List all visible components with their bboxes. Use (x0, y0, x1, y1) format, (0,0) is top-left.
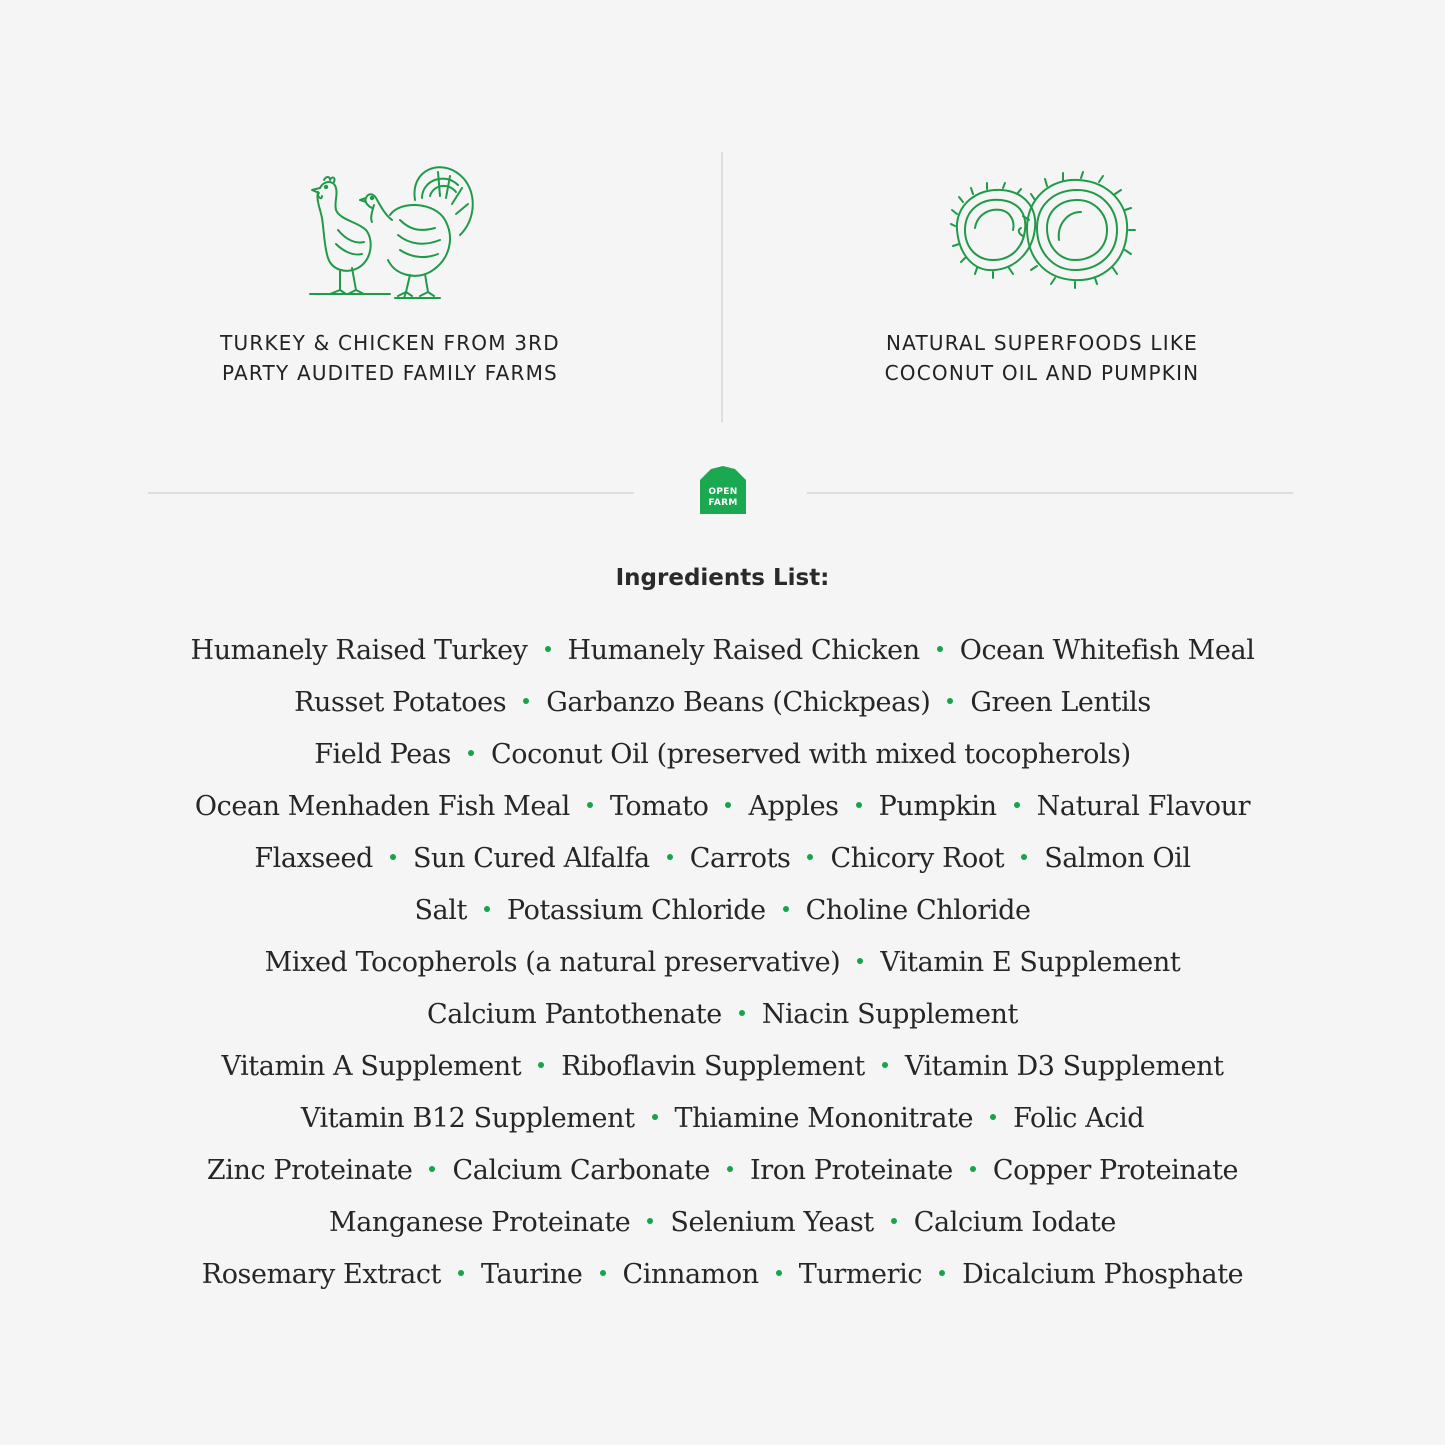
bullet-separator-icon (937, 646, 943, 652)
ingredient-item: Humanely Raised Chicken (567, 635, 920, 666)
feature-caption (885, 328, 1200, 388)
horizontal-divider-left (148, 492, 634, 494)
bullet-separator-icon (458, 1270, 464, 1276)
ingredient-item: Zinc Proteinate (206, 1155, 413, 1186)
bullet-separator-icon (807, 854, 813, 860)
bullet-separator-icon (600, 1270, 606, 1276)
ingredient-line (60, 1197, 1385, 1249)
bullet-separator-icon (429, 1166, 435, 1172)
logo-text-line2: FARM (708, 498, 738, 508)
horizontal-divider-right (807, 492, 1293, 494)
ingredient-item: Russet Potatoes (294, 687, 507, 718)
ingredient-item: Apples (748, 791, 839, 822)
ingredient-item: Field Peas (314, 739, 451, 770)
ingredient-item: Natural Flavour (1036, 791, 1251, 822)
ingredient-item: Vitamin D3 Supplement (904, 1051, 1224, 1082)
ingredient-line (60, 729, 1385, 781)
bullet-separator-icon (990, 1114, 996, 1120)
ingredients-heading: Ingredients List: (615, 565, 830, 591)
ingredient-line (60, 1249, 1385, 1301)
ingredient-item: Coconut Oil (preserved with mixed tocopherols) (490, 739, 1131, 770)
ingredient-item: Thiamine Mononitrate (674, 1103, 974, 1134)
bullet-separator-icon (652, 1114, 658, 1120)
bullet-separator-icon (538, 1062, 544, 1068)
bullet-separator-icon (647, 1218, 653, 1224)
bullet-separator-icon (725, 802, 731, 808)
ingredient-line (60, 1041, 1385, 1093)
bullet-separator-icon (947, 698, 953, 704)
feature-caption (220, 328, 560, 388)
ingredient-item: Calcium Iodate (913, 1207, 1117, 1238)
bullet-separator-icon (484, 906, 490, 912)
ingredient-item: Folic Acid (1013, 1103, 1145, 1134)
open-farm-logo (700, 466, 746, 514)
ingredient-item: Carrots (689, 843, 791, 874)
bullet-separator-icon (390, 854, 396, 860)
ingredient-item: Copper Proteinate (992, 1155, 1239, 1186)
ingredient-item: Tomato (609, 791, 709, 822)
chicken-turkey-icon (300, 160, 480, 300)
bullet-separator-icon (739, 1010, 745, 1016)
ingredient-item: Selenium Yeast (670, 1207, 874, 1238)
bullet-separator-icon (587, 802, 593, 808)
ingredient-line (60, 677, 1385, 729)
ingredient-item: Chicory Root (830, 843, 1005, 874)
ingredient-item: Flaxseed (254, 843, 373, 874)
ingredient-line (60, 781, 1385, 833)
ingredient-item: Salt (414, 895, 467, 926)
ingredient-item: Calcium Carbonate (452, 1155, 710, 1186)
feature-farm-sourcing (140, 160, 640, 388)
bullet-separator-icon (667, 854, 673, 860)
ingredient-line (60, 1145, 1385, 1197)
ingredient-item: Pumpkin (878, 791, 997, 822)
ingredients-list (60, 625, 1385, 1301)
ingredient-item: Rosemary Extract (201, 1259, 441, 1290)
ingredient-item: Cinnamon (622, 1259, 759, 1290)
ingredient-item: Iron Proteinate (749, 1155, 953, 1186)
ingredient-item: Salmon Oil (1044, 843, 1191, 874)
ingredient-line (60, 833, 1385, 885)
ingredient-line (60, 1093, 1385, 1145)
bullet-separator-icon (783, 906, 789, 912)
bullet-separator-icon (776, 1270, 782, 1276)
feature-caption-line: NATURAL SUPERFOODS LIKE (886, 331, 1198, 355)
ingredient-item: Ocean Whitefish Meal (959, 635, 1255, 666)
ingredient-line (60, 937, 1385, 989)
bullet-separator-icon (727, 1166, 733, 1172)
ingredient-item: Turmeric (798, 1259, 923, 1290)
bullet-separator-icon (1021, 854, 1027, 860)
ingredient-item: Calcium Pantothenate (427, 999, 722, 1030)
bullet-separator-icon (856, 802, 862, 808)
feature-caption-line: PARTY AUDITED FAMILY FARMS (222, 361, 558, 385)
bullet-separator-icon (970, 1166, 976, 1172)
ingredient-item: Vitamin E Supplement (880, 947, 1181, 978)
ingredient-item: Humanely Raised Turkey (190, 635, 528, 666)
ingredient-item: Vitamin A Supplement (221, 1051, 522, 1082)
ingredient-item: Vitamin B12 Supplement (300, 1103, 635, 1134)
ingredient-item: Choline Chloride (805, 895, 1031, 926)
bullet-separator-icon (882, 1062, 888, 1068)
ingredient-item: Manganese Proteinate (328, 1207, 631, 1238)
feature-superfoods (792, 160, 1292, 388)
feature-caption-line: TURKEY & CHICKEN FROM 3RD (220, 331, 560, 355)
ingredient-item: Potassium Chloride (506, 895, 766, 926)
ingredient-item: Niacin Supplement (761, 999, 1018, 1030)
bullet-separator-icon (857, 958, 863, 964)
bullet-separator-icon (523, 698, 529, 704)
ingredient-line (60, 885, 1385, 937)
coconut-icon (947, 160, 1137, 300)
ingredient-line (60, 625, 1385, 677)
ingredient-item: Riboflavin Supplement (561, 1051, 865, 1082)
vertical-divider (721, 152, 723, 422)
ingredient-item: Dicalcium Phosphate (962, 1259, 1244, 1290)
bullet-separator-icon (1014, 802, 1020, 808)
feature-caption-line: COCONUT OIL AND PUMPKIN (884, 361, 1200, 385)
bullet-separator-icon (939, 1270, 945, 1276)
ingredient-item: Green Lentils (970, 687, 1151, 718)
ingredient-item: Taurine (481, 1259, 583, 1290)
bullet-separator-icon (545, 646, 551, 652)
ingredient-item: Ocean Menhaden Fish Meal (194, 791, 570, 822)
ingredient-item: Mixed Tocopherols (a natural preservative) (264, 947, 841, 978)
bullet-separator-icon (891, 1218, 897, 1224)
ingredient-line (60, 989, 1385, 1041)
ingredient-item: Garbanzo Beans (Chickpeas) (546, 687, 931, 718)
bullet-separator-icon (468, 750, 474, 756)
logo-text-line1: OPEN (708, 487, 738, 497)
ingredient-item: Sun Cured Alfalfa (412, 843, 650, 874)
